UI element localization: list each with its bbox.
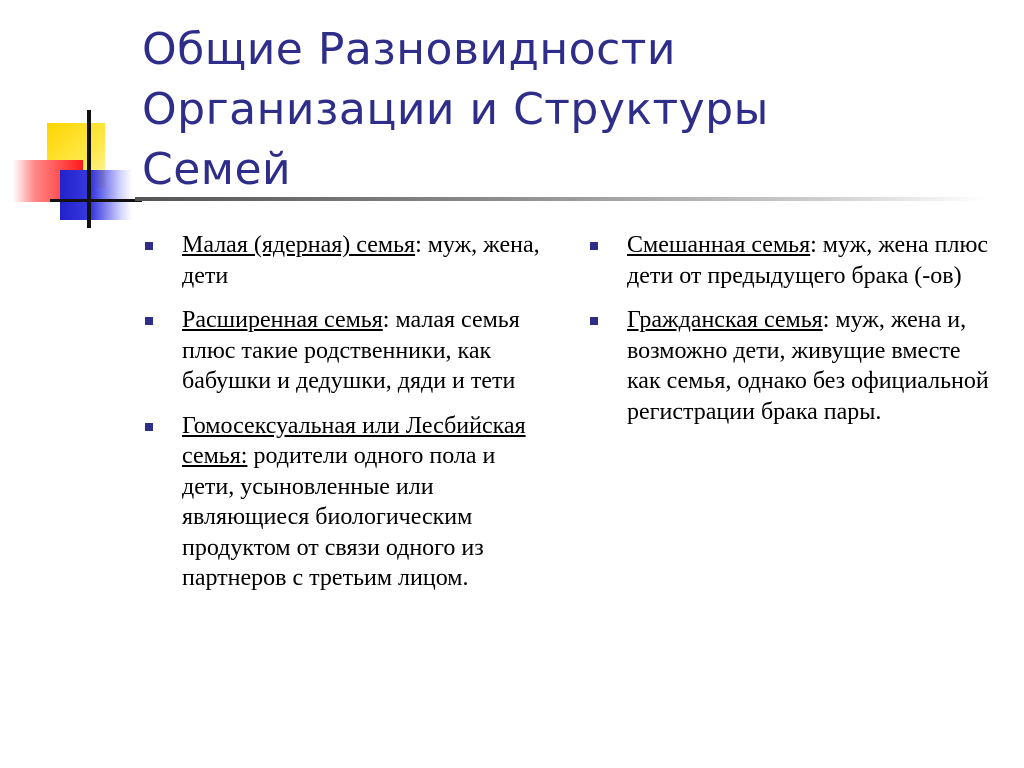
title-line-1: Общие Разновидности xyxy=(142,24,676,75)
square-bullet-icon xyxy=(145,242,153,250)
decorative-squares xyxy=(0,0,150,240)
item-term: Гражданская семья xyxy=(627,307,823,333)
list-item xyxy=(145,305,545,397)
left-bullet-list xyxy=(145,230,545,594)
item-text: : малая семья плюс такие родственники, как бабушки и дедушки, дяди и тети xyxy=(182,307,520,394)
slide-title xyxy=(142,20,1002,200)
square-bullet-icon xyxy=(590,317,598,325)
square-bullet-icon xyxy=(145,423,153,431)
item-text: : муж, жена плюс дети от предыдущего брака (-ов) xyxy=(627,232,989,289)
item-term: Гомосексуальная или Лесбийская семья: xyxy=(182,412,526,469)
item-text: родители одного пола и дети, усыновленные или являющиеся биологическим продуктом от связи одного из партнеров с третьим лицом. xyxy=(182,443,496,591)
list-item xyxy=(145,230,545,291)
vertical-line xyxy=(87,110,91,228)
right-column xyxy=(590,230,1000,441)
square-bullet-icon xyxy=(145,317,153,325)
item-term: Малая (ядерная) семья xyxy=(182,232,416,258)
item-term: Расширенная семья xyxy=(182,307,383,333)
list-item xyxy=(590,230,1000,291)
item-term: Смешанная семья xyxy=(627,232,811,258)
horizontal-line xyxy=(50,199,142,202)
right-bullet-list xyxy=(590,230,1000,427)
title-line-3: Семей xyxy=(142,144,292,195)
title-line-2: Организации и Структуры xyxy=(142,84,769,135)
square-bullet-icon xyxy=(590,242,598,250)
left-column xyxy=(145,230,545,608)
item-text: : муж, жена, дети xyxy=(182,232,540,289)
list-item xyxy=(590,305,1000,427)
item-text: : муж, жена и, возможно дети, живущие вместе как семья, однако без официальной регистрации брака пары. xyxy=(627,307,989,425)
list-item xyxy=(145,411,545,594)
blue-square xyxy=(60,170,132,220)
